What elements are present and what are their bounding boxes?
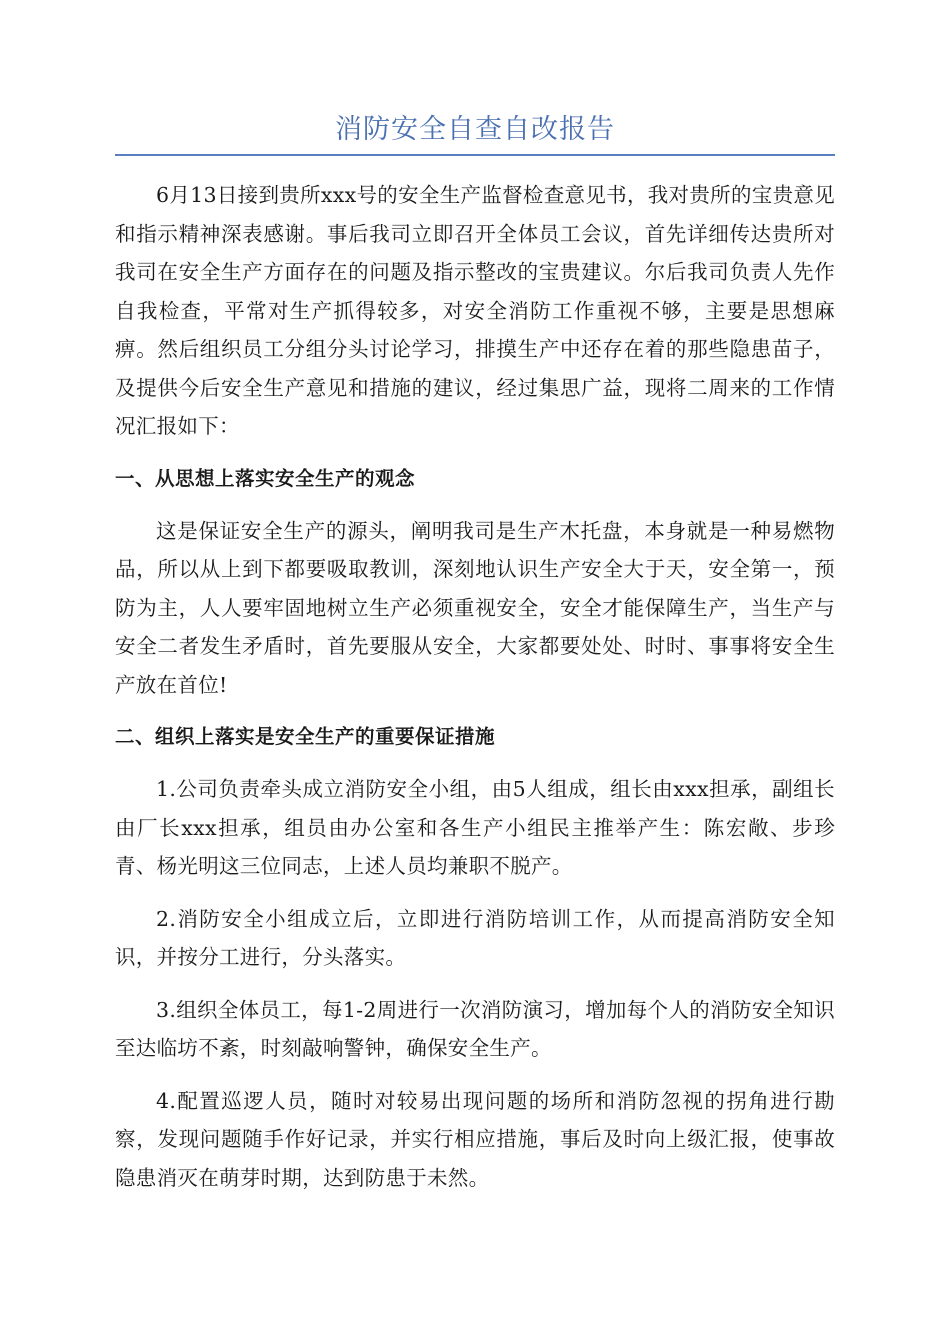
section-1-heading: 一、从思想上落实安全生产的观念 [115, 466, 416, 490]
section-2-item-3: 3.组织全体员工，每1-2周进行一次消防演习，增加每个人的消防安全知识至达临坊不紊，时刻敲响警钟，确保安全生产。 [115, 997, 835, 1060]
section-2-heading: 二、组织上落实是安全生产的重要保证措施 [115, 725, 496, 748]
section-2-item-2: 2.消防安全小组成立后，立即进行消防培训工作，从而提高消防安全知识，并按分工进行，分头落实。 [115, 906, 835, 969]
section-2-item-1: 1.公司负责牵头成立消防安全小组，由5人组成，组长由xxx担承，副组长由厂长xxx担承，组员由办公室和各生产小组民主推举产生：陈宏敞、步珍青、杨光明这三位同志，上述人员均兼职不脱产。 [115, 777, 835, 878]
document-body [115, 176, 835, 1211]
document-title: 消防安全自查自改报告 [335, 114, 615, 145]
section-1-paragraph: 这是保证安全生产的源头，阐明我司是生产木托盘，本身就是一种易燃物品，所以从上到下都要吸取教训，深刻地认识生产安全大于天，安全第一，预防为主，人人要牢固地树立生产必须重视安全，安全才能保障生产，当生产与安全二者发生矛盾时，首先要服从安全，大家都要处处、时时、事事将安全生产放在首位! [115, 518, 835, 697]
section-2-item-4: 4.配置巡逻人员，随时对较易出现问题的场所和消防忽视的拐角进行勘察，发现问题随手作好记录，并实行相应措施，事后及时向上级汇报，使事故隐患消灭在萌芽时期，达到防患于未然。 [115, 1088, 835, 1190]
title-underline [115, 154, 835, 156]
intro-paragraph: 6月13日接到贵所xxx号的安全生产监督检查意见书，我对贵所的宝贵意见和指示精神深表感谢。事后我司立即召开全体员工会议，首先详细传达贵所对我司在安全生产方面存在的问题及指示整改的宝贵建议。尔后我司负责人先作自我检查，平常对生产抓得较多，对安全消防工作重视不够，主要是思想麻痹。然后组织员工分组分头讨论学习，排摸生产中还存在着的那些隐患苗子，及提供今后安全生产意见和措施的建议，经过集思广益，现将二周来的工作情况汇报如下： [115, 183, 835, 438]
